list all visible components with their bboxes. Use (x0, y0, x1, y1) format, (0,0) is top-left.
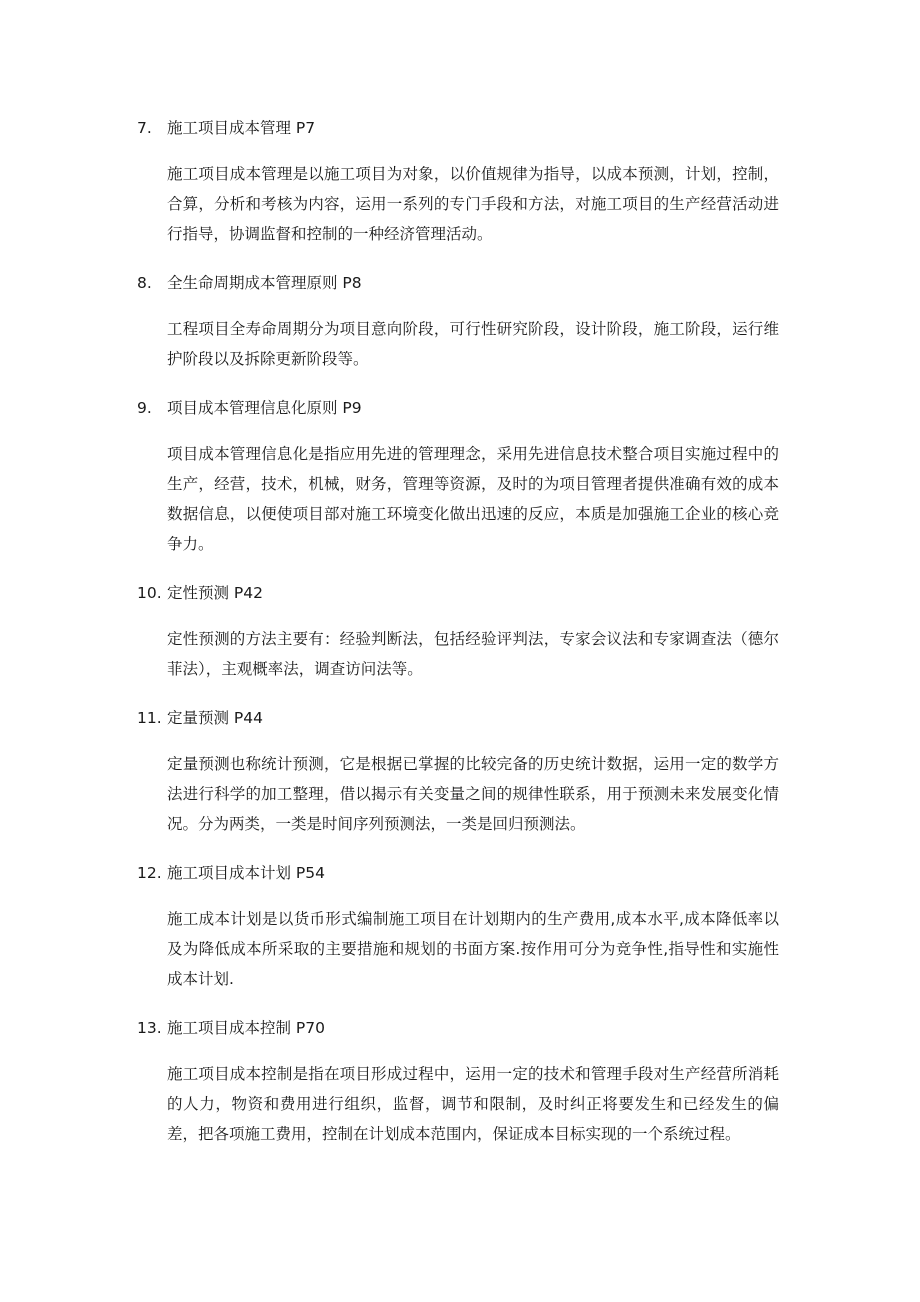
item-body: 工程项目全寿命周期分为项目意向阶段，可行性研究阶段，设计阶段，施工阶段，运行维护阶段以及拆除更新阶段等。 (167, 320, 779, 368)
item-title: 施工项目成本计划 P54 (167, 864, 325, 882)
item-number: 7. (137, 119, 152, 137)
item-title: 项目成本管理信息化原则 P9 (167, 399, 362, 417)
item-body: 施工项目成本控制是指在项目形成过程中，运用一定的技术和管理手段对生产经营所消耗的人力，物资和费用进行组织，监督，调节和限制，及时纠正将要发生和已经发生的偏差，把各项施工费用，控制在计划成本范围内，保证成本目标实现的一个系统过程。 (167, 1065, 779, 1143)
list-item (137, 114, 787, 249)
item-title: 施工项目成本控制 P70 (167, 1019, 325, 1037)
list-item (137, 269, 787, 374)
item-number: 11. (137, 709, 162, 727)
item-number: 8. (137, 274, 152, 292)
item-title: 全生命周期成本管理原则 P8 (167, 274, 362, 292)
list-item (137, 579, 787, 684)
item-body: 项目成本管理信息化是指应用先进的管理理念，采用先进信息技术整合项目实施过程中的生产，经营，技术，机械，财务，管理等资源，及时的为项目管理者提供准确有效的成本数据信息，以便使项目部对施工环境变化做出迅速的反应，本质是加强施工企业的核心竞争力。 (167, 445, 779, 553)
item-body: 施工成本计划是以货币形式编制施工项目在计划期内的生产费用,成本水平,成本降低率以及为降低成本所采取的主要措施和规划的书面方案.按作用可分为竞争性,指导性和实施性成本计划. (167, 910, 779, 988)
item-number: 9. (137, 399, 152, 417)
numbered-list (137, 114, 787, 1169)
item-number: 10. (137, 584, 162, 602)
item-heading (137, 704, 787, 732)
list-item (137, 704, 787, 839)
list-item (137, 394, 787, 559)
item-body: 定量预测也称统计预测，它是根据已掌握的比较完备的历史统计数据，运用一定的数学方法进行科学的加工整理，借以揭示有关变量之间的规律性联系，用于预测未来发展变化情况。分为两类，一类是时间序列预测法，一类是回归预测法。 (167, 755, 779, 833)
item-heading (137, 579, 787, 607)
item-title: 定量预测 P44 (167, 709, 263, 727)
list-item (137, 859, 787, 994)
item-heading (137, 1014, 787, 1042)
item-number: 13. (137, 1019, 162, 1037)
item-heading (137, 269, 787, 297)
item-number: 12. (137, 864, 162, 882)
item-heading (137, 114, 787, 142)
item-title: 定性预测 P42 (167, 584, 263, 602)
item-body: 定性预测的方法主要有：经验判断法，包括经验评判法，专家会议法和专家调查法（德尔菲法），主观概率法，调查访问法等。 (167, 630, 779, 678)
item-heading (137, 859, 787, 887)
list-item (137, 1014, 787, 1149)
item-title: 施工项目成本管理 P7 (167, 119, 316, 137)
item-heading (137, 394, 787, 422)
item-body: 施工项目成本管理是以施工项目为对象，以价值规律为指导，以成本预测，计划，控制，合算，分析和考核为内容，运用一系列的专门手段和方法，对施工项目的生产经营活动进行指导，协调监督和控制的一种经济管理活动。 (167, 165, 779, 243)
